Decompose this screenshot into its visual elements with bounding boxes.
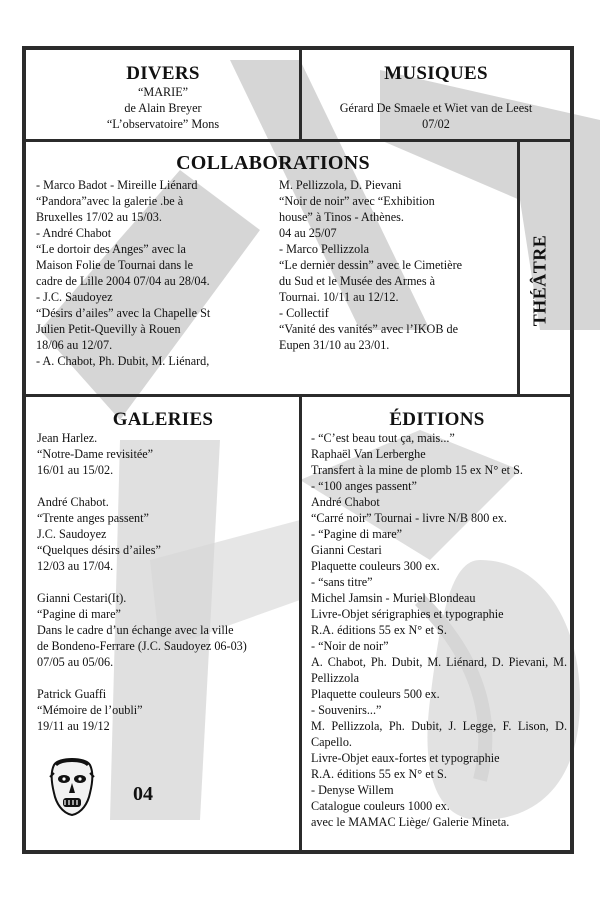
editions-list xyxy=(311,430,567,830)
divers-line: “L’observatoire” Mons xyxy=(106,117,220,131)
collab-line: - Marco Pellizzola xyxy=(279,242,370,256)
collab-line: “Le dortoir des Anges” avec la xyxy=(36,242,186,256)
galeries-line: “Trente anges passent” xyxy=(37,511,149,525)
editions-line: Transfert à la mine de plomb 15 ex N° et S. xyxy=(311,463,523,477)
editions-line: Plaquette couleurs 500 ex. xyxy=(311,687,440,701)
collab-line: Maison Folie de Tournai dans le xyxy=(36,258,193,272)
musiques-section xyxy=(304,64,568,132)
galeries-section xyxy=(30,410,296,430)
divers-line: “MARIE” xyxy=(137,85,189,99)
collab-line: - J.C. Saudoyez xyxy=(36,290,113,304)
editions-line: - “C’est beau tout ça, mais...” xyxy=(311,431,455,445)
galeries-line: 19/11 au 19/12 xyxy=(37,719,110,733)
galeries-line: Jean Harlez. xyxy=(37,431,98,445)
editions-line: Gianni Cestari xyxy=(311,543,382,557)
collaborations-title: COLLABORATIONS xyxy=(176,152,370,174)
collab-line: “Le dernier dessin” avec le Cimetière xyxy=(279,258,463,272)
collab-line: 18/06 au 12/07. xyxy=(36,338,113,352)
editions-line: - “100 anges passent” xyxy=(311,479,417,493)
collab-line: house” à Tinos - Athènes. xyxy=(279,210,404,224)
editions-title: ÉDITIONS xyxy=(389,409,485,430)
collab-line: “Désirs d’ailes” avec la Chapelle St xyxy=(36,306,211,320)
editions-line: R.A. éditions 55 ex N° et S. xyxy=(311,767,447,781)
collaborations-left-column xyxy=(36,177,276,369)
divider-top-vertical xyxy=(299,50,302,140)
divers-line: de Alain Breyer xyxy=(124,101,202,115)
mask-face-icon xyxy=(48,755,96,817)
galeries-line: de Bondeno-Ferrare (J.C. Saudoyez 06-03) xyxy=(37,639,247,653)
collaborations-right-column xyxy=(279,177,515,353)
editions-line: - Denyse Willem xyxy=(311,783,394,797)
editions-line: Livre-Objet eaux-fortes et typographie xyxy=(311,751,500,765)
editions-line: Michel Jamsin - Muriel Blondeau xyxy=(311,591,476,605)
collab-line: du Sud et le Musée des Armes à xyxy=(279,274,436,288)
divers-title: DIVERS xyxy=(126,63,200,84)
collab-line: Eupen 31/10 au 23/01. xyxy=(279,338,390,352)
galeries-line: “Quelques désirs d’ailes” xyxy=(37,543,161,557)
editions-line: A. Chabot, Ph. Dubit, M. Liénard, D. Pievani, M. Pellizzola xyxy=(311,655,567,685)
editions-line: - “sans titre” xyxy=(311,575,373,589)
galeries-line: J.C. Saudoyez xyxy=(37,527,107,541)
galeries-title: GALERIES xyxy=(112,409,214,430)
editions-line: Raphaël Van Lerberghe xyxy=(311,447,426,461)
musiques-line: Gérard De Smaele et Wiet van de Leest xyxy=(339,101,533,115)
editions-line: Catalogue couleurs 1000 ex. xyxy=(311,799,450,813)
collab-line: - André Chabot xyxy=(36,226,112,240)
collab-line: - Collectif xyxy=(279,306,329,320)
galeries-line: 12/03 au 17/04. xyxy=(37,559,114,573)
editions-line: avec le MAMAC Liège/ Galerie Mineta. xyxy=(311,815,510,829)
galeries-list xyxy=(37,430,299,734)
theatre-title: THÉÂTRE xyxy=(529,234,550,326)
divider-bottom-vertical xyxy=(299,397,302,850)
galeries-line: Gianni Cestari(It). xyxy=(37,591,127,605)
editions-line: - “Pagine di mare” xyxy=(311,527,403,541)
collab-line: “Pandora”avec la galerie .be à xyxy=(36,194,184,208)
collaborations-section xyxy=(30,153,516,173)
editions-line: R.A. éditions 55 ex N° et S. xyxy=(311,623,447,637)
galeries-line: André Chabot. xyxy=(37,495,109,509)
galeries-line: Patrick Guaffi xyxy=(37,687,107,701)
collab-line: “Vanité des vanités” avec l’IKOB de xyxy=(279,322,459,336)
galeries-line: “Notre-Dame revisitée” xyxy=(37,447,154,461)
editions-line: “Carré noir” Tournai - livre N/B 800 ex. xyxy=(311,511,507,525)
musiques-line: 07/02 xyxy=(422,117,450,131)
galeries-line: “Mémoire de l’oubli” xyxy=(37,703,143,717)
collab-line: cadre de Lille 2004 07/04 au 28/04. xyxy=(36,274,210,288)
editions-line: Plaquette couleurs 300 ex. xyxy=(311,559,440,573)
galeries-line: 16/01 au 15/02. xyxy=(37,463,114,477)
editions-section xyxy=(304,410,570,430)
editions-line: Livre-Objet sérigraphies et typographie xyxy=(311,607,504,621)
collab-line: Julien Petit-Quevilly à Rouen xyxy=(36,322,181,336)
page-number: 04 xyxy=(133,783,153,805)
editions-line: - “Noir de noir” xyxy=(311,639,389,653)
collab-line: - A. Chabot, Ph. Dubit, M. Liénard, xyxy=(36,354,210,368)
collab-line: Tournai. 10/11 au 12/12. xyxy=(279,290,399,304)
theatre-section xyxy=(520,210,560,350)
collab-line: “Noir de noir” avec “Exhibition xyxy=(279,194,435,208)
editions-line: M. Pellizzola, Ph. Dubit, J. Legge, F. Lison, D. Capello. xyxy=(311,719,567,749)
editions-line: André Chabot xyxy=(311,495,380,509)
divers-section xyxy=(30,64,296,132)
galeries-line: 07/05 au 05/06. xyxy=(37,655,114,669)
galeries-line: “Pagine di mare” xyxy=(37,607,121,621)
collab-line: M. Pellizzola, D. Pievani xyxy=(279,178,402,192)
divider-middle xyxy=(26,394,570,397)
musiques-title: MUSIQUES xyxy=(384,63,488,84)
editions-line: - Souvenirs...” xyxy=(311,703,382,717)
collab-line: 04 au 25/07 xyxy=(279,226,337,240)
galeries-line: Dans le cadre d’un échange avec la ville xyxy=(37,623,234,637)
collab-line: Bruxelles 17/02 au 15/03. xyxy=(36,210,162,224)
divider-top xyxy=(26,139,570,142)
collab-line: - Marco Badot - Mireille Liénard xyxy=(36,178,198,192)
